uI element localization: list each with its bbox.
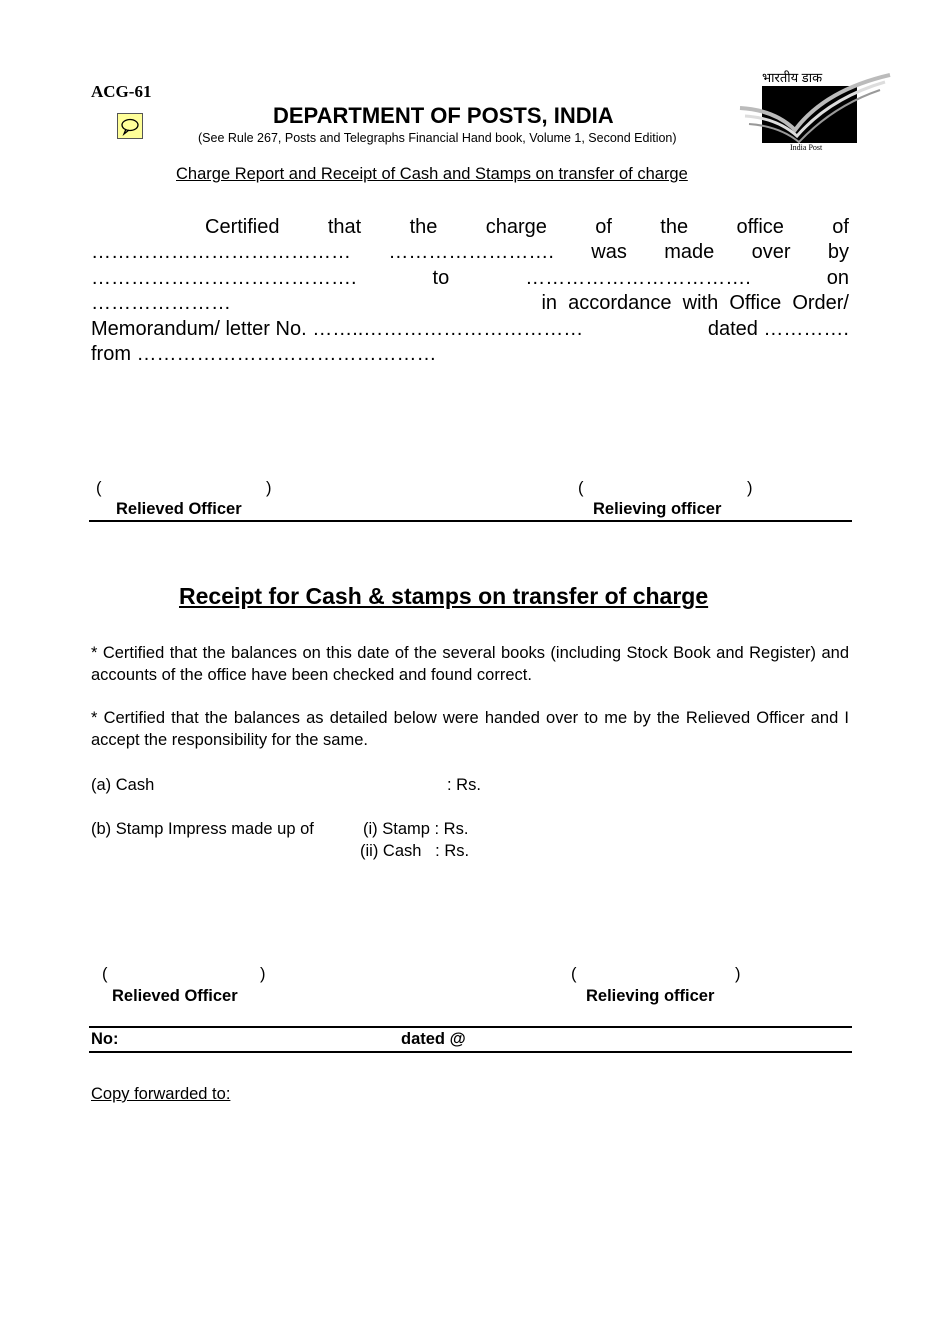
copy-forwarded-label: Copy forwarded to:: [91, 1085, 231, 1103]
divider: [89, 1051, 852, 1053]
page-title: DEPARTMENT OF POSTS, INDIA: [273, 103, 614, 128]
certification-paragraph-2: * Certified that the balances as detailed below were handed over to me by the Relieved Officer and I accept the responsibility for the same.: [91, 709, 849, 749]
stamp-cash-line: (ii) Cash : Rs.: [360, 842, 470, 860]
relieving-officer-label: Relieving officer: [593, 500, 722, 518]
bracket-open: (: [96, 479, 102, 497]
bracket-open: (: [578, 479, 584, 497]
subtitle: (See Rule 267, Posts and Telegraphs Financial Hand book, Volume 1, Second Edition): [198, 131, 677, 145]
relieved-officer-label: Relieved Officer: [116, 500, 242, 518]
certification-paragraph-1: * Certified that the balances on this date of the several books (including Stock Book and Register) and accounts of the office have been checked and found correct.: [91, 644, 849, 684]
dated-label: dated @: [401, 1030, 466, 1048]
cert-line-4: ………………… in accordance with Office Order/: [91, 292, 849, 314]
cert-line-3: …………………………………. to ……………………………. on: [91, 267, 849, 289]
no-label: No:: [91, 1030, 119, 1048]
bracket-close: ): [735, 965, 741, 983]
relieved-officer-label-2: Relieved Officer: [112, 987, 238, 1005]
cash-label: (a) Cash: [91, 776, 155, 794]
bracket-close: ): [260, 965, 266, 983]
cert-line-5: Memorandum/ letter No. ……..…………………………… dated ………….: [91, 318, 849, 340]
logo-english-text: India Post: [790, 143, 823, 152]
stamp-line: (i) Stamp : Rs.: [363, 820, 469, 838]
divider: [89, 1026, 852, 1028]
cash-rs: : Rs.: [447, 776, 481, 794]
relieving-officer-label-2: Relieving officer: [586, 987, 715, 1005]
bracket-open: (: [571, 965, 577, 983]
bracket-close: ): [747, 479, 753, 497]
divider: [89, 520, 852, 522]
logo-hindi-text: भारतीय डाक: [762, 70, 823, 85]
cert-line-2: ………………………………… ……………………. was made over by: [91, 241, 849, 263]
receipt-heading: Receipt for Cash & stamps on transfer of charge: [179, 583, 709, 609]
bracket-close: ): [266, 479, 272, 497]
charge-report-heading: Charge Report and Receipt of Cash and Stamps on transfer of charge: [176, 165, 688, 183]
stamp-impress-label: (b) Stamp Impress made up of: [91, 820, 314, 838]
bracket-open: (: [102, 965, 108, 983]
comment-icon[interactable]: [117, 113, 143, 139]
cert-line-1: Certified that the charge of the office of: [205, 216, 849, 238]
cert-line-6: from ………………………………………: [91, 343, 437, 365]
form-code: ACG-61: [91, 82, 152, 101]
